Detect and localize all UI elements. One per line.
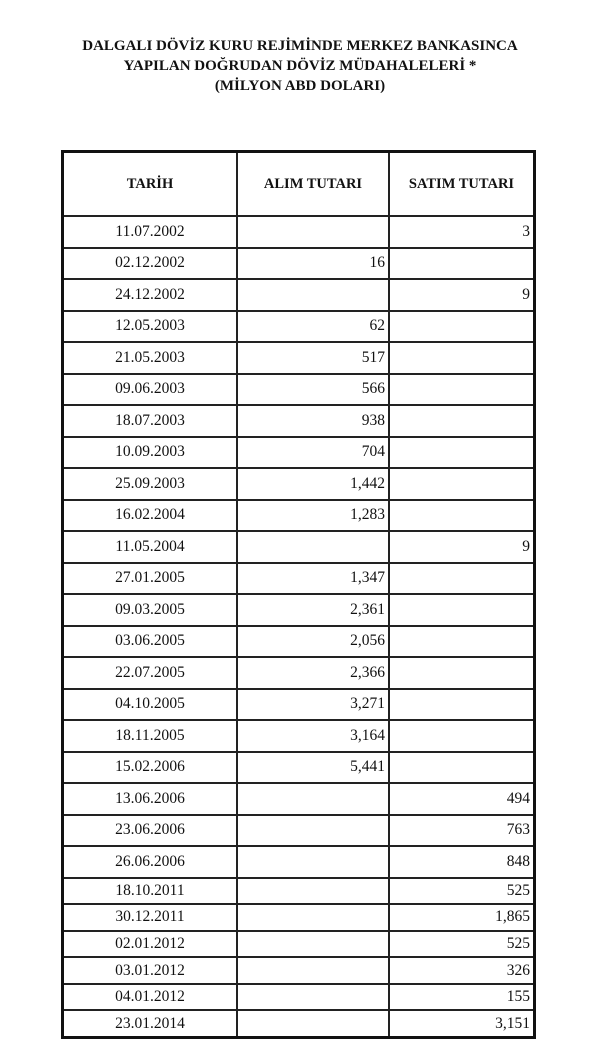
title-line-1: DALGALI DÖVİZ KURU REJİMİNDE MERKEZ BANKASINCA bbox=[82, 38, 518, 54]
sell-amount-cell: 3 bbox=[389, 216, 535, 248]
date-cell: 23.06.2006 bbox=[63, 815, 238, 847]
table-row bbox=[63, 689, 535, 721]
sell-amount-cell: 9 bbox=[389, 531, 535, 563]
table-row bbox=[63, 931, 535, 958]
sell-amount-cell: 763 bbox=[389, 815, 535, 847]
table-row bbox=[63, 248, 535, 280]
date-cell: 25.09.2003 bbox=[63, 468, 238, 500]
buy-amount-cell: 2,056 bbox=[237, 626, 389, 658]
buy-amount-cell bbox=[237, 279, 389, 311]
table-row bbox=[63, 815, 535, 847]
date-cell: 04.10.2005 bbox=[63, 689, 238, 721]
buy-amount-cell: 517 bbox=[237, 342, 389, 374]
interventions-table bbox=[61, 150, 536, 1039]
sell-amount-cell: 9 bbox=[389, 279, 535, 311]
date-cell: 04.01.2012 bbox=[63, 984, 238, 1011]
date-cell: 18.11.2005 bbox=[63, 720, 238, 752]
sell-amount-cell: 525 bbox=[389, 878, 535, 905]
buy-amount-cell bbox=[237, 957, 389, 984]
table-header-row bbox=[63, 152, 535, 217]
date-cell: 15.02.2006 bbox=[63, 752, 238, 784]
table-row bbox=[63, 984, 535, 1011]
table-row bbox=[63, 531, 535, 563]
buy-amount-cell: 1,283 bbox=[237, 500, 389, 532]
sell-amount-cell: 494 bbox=[389, 783, 535, 815]
buy-amount-cell bbox=[237, 846, 389, 878]
table-row bbox=[63, 468, 535, 500]
date-cell: 12.05.2003 bbox=[63, 311, 238, 343]
date-cell: 02.12.2002 bbox=[63, 248, 238, 280]
table-row bbox=[63, 279, 535, 311]
date-cell: 09.06.2003 bbox=[63, 374, 238, 406]
sell-amount-cell bbox=[389, 594, 535, 626]
buy-amount-cell bbox=[237, 1010, 389, 1037]
buy-amount-cell: 3,271 bbox=[237, 689, 389, 721]
buy-amount-cell bbox=[237, 931, 389, 958]
sell-amount-cell: 326 bbox=[389, 957, 535, 984]
buy-amount-cell bbox=[237, 984, 389, 1011]
table-row bbox=[63, 437, 535, 469]
header-buy-amount: ALIM TUTARI bbox=[237, 152, 389, 217]
buy-amount-cell: 566 bbox=[237, 374, 389, 406]
date-cell: 18.07.2003 bbox=[63, 405, 238, 437]
date-cell: 02.01.2012 bbox=[63, 931, 238, 958]
sell-amount-cell bbox=[389, 342, 535, 374]
table-row bbox=[63, 311, 535, 343]
sell-amount-cell bbox=[389, 752, 535, 784]
date-cell: 23.01.2014 bbox=[63, 1010, 238, 1037]
date-cell: 09.03.2005 bbox=[63, 594, 238, 626]
buy-amount-cell bbox=[237, 531, 389, 563]
date-cell: 24.12.2002 bbox=[63, 279, 238, 311]
table-row bbox=[63, 957, 535, 984]
table-row bbox=[63, 626, 535, 658]
table-row bbox=[63, 752, 535, 784]
buy-amount-cell: 16 bbox=[237, 248, 389, 280]
date-cell: 27.01.2005 bbox=[63, 563, 238, 595]
table-row bbox=[63, 374, 535, 406]
buy-amount-cell bbox=[237, 904, 389, 931]
sell-amount-cell bbox=[389, 720, 535, 752]
date-cell: 22.07.2005 bbox=[63, 657, 238, 689]
table-row bbox=[63, 405, 535, 437]
buy-amount-cell: 1,442 bbox=[237, 468, 389, 500]
sell-amount-cell: 848 bbox=[389, 846, 535, 878]
buy-amount-cell bbox=[237, 216, 389, 248]
date-cell: 11.07.2002 bbox=[63, 216, 238, 248]
date-cell: 03.01.2012 bbox=[63, 957, 238, 984]
table-row bbox=[63, 342, 535, 374]
date-cell: 18.10.2011 bbox=[63, 878, 238, 905]
date-cell: 21.05.2003 bbox=[63, 342, 238, 374]
table-row bbox=[63, 846, 535, 878]
header-sell-amount: SATIM TUTARI bbox=[389, 152, 535, 217]
sell-amount-cell bbox=[389, 374, 535, 406]
sell-amount-cell bbox=[389, 248, 535, 280]
buy-amount-cell: 704 bbox=[237, 437, 389, 469]
sell-amount-cell bbox=[389, 405, 535, 437]
table-row bbox=[63, 657, 535, 689]
sell-amount-cell: 1,865 bbox=[389, 904, 535, 931]
date-cell: 26.06.2006 bbox=[63, 846, 238, 878]
sell-amount-cell bbox=[389, 626, 535, 658]
sell-amount-cell bbox=[389, 468, 535, 500]
date-cell: 10.09.2003 bbox=[63, 437, 238, 469]
table-row bbox=[63, 720, 535, 752]
buy-amount-cell: 5,441 bbox=[237, 752, 389, 784]
table-row bbox=[63, 904, 535, 931]
title-line-2: YAPILAN DOĞRUDAN DÖVİZ MÜDAHALELERİ * bbox=[123, 58, 477, 74]
sell-amount-cell bbox=[389, 689, 535, 721]
buy-amount-cell: 3,164 bbox=[237, 720, 389, 752]
table-row bbox=[63, 500, 535, 532]
date-cell: 16.02.2004 bbox=[63, 500, 238, 532]
sell-amount-cell: 525 bbox=[389, 931, 535, 958]
sell-amount-cell bbox=[389, 311, 535, 343]
date-cell: 13.06.2006 bbox=[63, 783, 238, 815]
buy-amount-cell bbox=[237, 815, 389, 847]
buy-amount-cell: 938 bbox=[237, 405, 389, 437]
buy-amount-cell bbox=[237, 878, 389, 905]
sell-amount-cell bbox=[389, 563, 535, 595]
sell-amount-cell bbox=[389, 437, 535, 469]
buy-amount-cell: 62 bbox=[237, 311, 389, 343]
date-cell: 30.12.2011 bbox=[63, 904, 238, 931]
title-line-3: (MİLYON ABD DOLARI) bbox=[214, 78, 386, 94]
sell-amount-cell: 3,151 bbox=[389, 1010, 535, 1037]
sell-amount-cell: 155 bbox=[389, 984, 535, 1011]
buy-amount-cell: 1,347 bbox=[237, 563, 389, 595]
date-cell: 11.05.2004 bbox=[63, 531, 238, 563]
buy-amount-cell: 2,366 bbox=[237, 657, 389, 689]
document-title bbox=[0, 36, 600, 96]
sell-amount-cell bbox=[389, 500, 535, 532]
buy-amount-cell: 2,361 bbox=[237, 594, 389, 626]
date-cell: 03.06.2005 bbox=[63, 626, 238, 658]
table-row bbox=[63, 216, 535, 248]
table-row bbox=[63, 1010, 535, 1037]
table-row bbox=[63, 783, 535, 815]
table-row bbox=[63, 563, 535, 595]
sell-amount-cell bbox=[389, 657, 535, 689]
table-row bbox=[63, 878, 535, 905]
buy-amount-cell bbox=[237, 783, 389, 815]
table-row bbox=[63, 594, 535, 626]
header-date: TARİH bbox=[63, 152, 238, 217]
